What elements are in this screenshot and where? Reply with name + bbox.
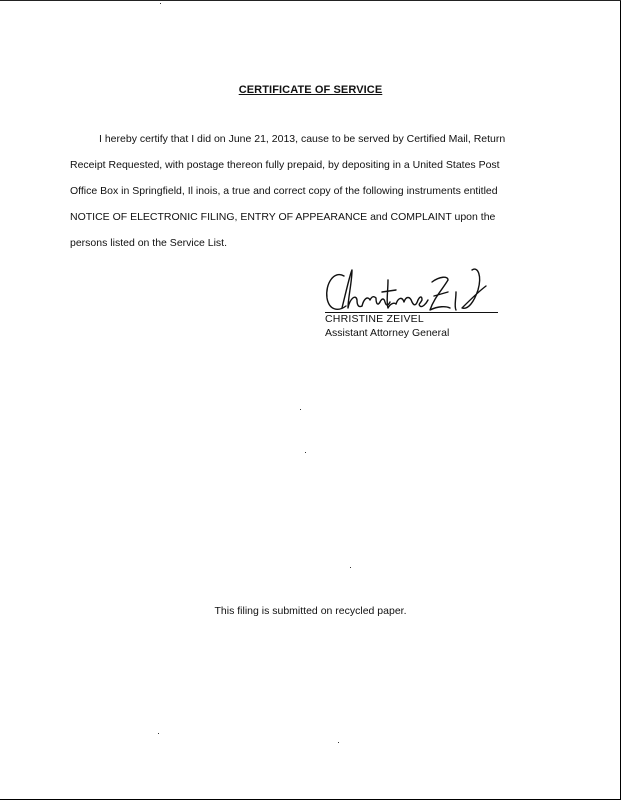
body-line: I hereby certify that I did on June 21, 2013, cause to be served by Certified Mail, Return [99,133,506,145]
scan-speck [160,3,161,4]
recycled-paper-note: This filing is submitted on recycled paper. [214,605,407,617]
certification-paragraph [70,126,550,256]
scan-speck [350,567,351,568]
scan-speck [300,409,301,410]
signer-title: Assistant Attorney General [325,327,450,339]
scan-speck [158,733,159,734]
body-line: Office Box in Springfield, Il inois, a true and correct copy of the following instruments entitled [70,185,498,197]
document-title: CERTIFICATE OF SERVICE [238,84,383,96]
body-line: Receipt Requested, with postage thereon fully prepaid, by depositing in a United States Post [70,159,500,171]
scan-speck [338,742,339,743]
signer-name: CHRISTINE ZEIVEL [325,313,424,325]
body-line: persons listed on the Service List. [70,237,227,249]
top-border [0,0,621,3]
scan-speck [305,452,306,453]
body-line: NOTICE OF ELECTRONIC FILING, ENTRY OF APPEARANCE and COMPLAINT upon the [70,211,496,223]
